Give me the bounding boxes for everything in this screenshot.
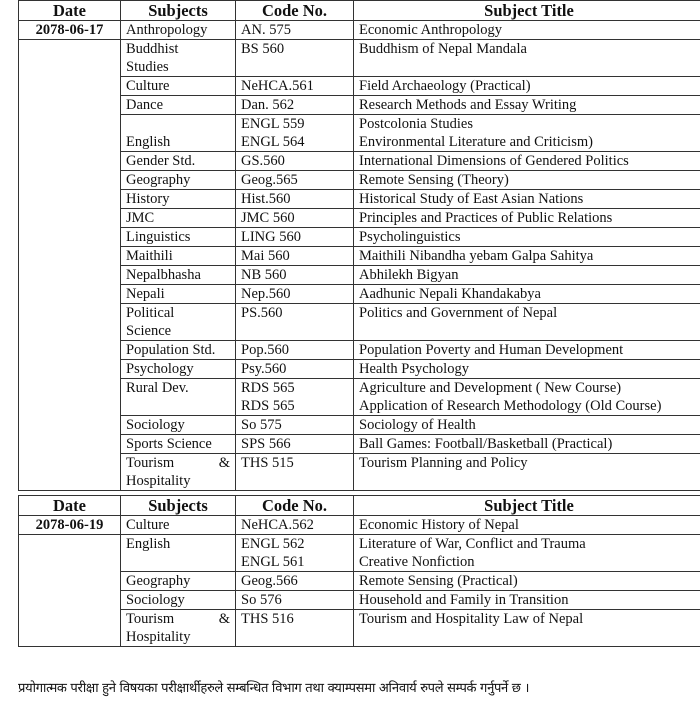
code-line: JMC 560	[241, 210, 295, 226]
title-line: Economic History of Nepal	[359, 517, 519, 533]
title-line: Ball Games: Football/Basketball (Practical)	[359, 436, 613, 452]
code-line: BS 560	[241, 41, 285, 57]
subject-cell	[121, 572, 236, 591]
exam-schedule-table-1	[18, 0, 700, 491]
table-row	[19, 247, 700, 266]
code-cell	[236, 572, 354, 591]
table-row	[19, 77, 700, 96]
subject-cell	[121, 285, 236, 304]
header-date: Date	[19, 496, 121, 516]
practical-exam-notice: प्रयोगात्मक परीक्षा हुने विषयका परीक्षार्थीहरुले सम्बन्धित विभाग तथा क्याम्पसमा अनिवार्य रुपले सम्पर्क गर्नुपर्ने छ ।	[18, 681, 530, 696]
subject-line: Nepalbhasha	[126, 267, 201, 283]
table-row	[19, 535, 700, 572]
code-cell	[236, 40, 354, 77]
table-row	[19, 610, 700, 647]
code-cell	[236, 96, 354, 115]
subject-line: Linguistics	[126, 229, 191, 245]
code-line: NeHCA.562	[241, 517, 314, 533]
subject-cell	[121, 610, 236, 647]
subject-cell	[121, 416, 236, 435]
code-line: ENGL 564	[241, 134, 305, 150]
subject-cell	[121, 454, 236, 491]
code-cell	[236, 115, 354, 152]
subject-line: Sociology	[126, 417, 185, 433]
subject-cell	[121, 228, 236, 247]
subject-line: Culture	[126, 78, 170, 94]
subject-cell	[121, 341, 236, 360]
title-cell	[354, 266, 700, 285]
code-line: SPS 566	[241, 436, 291, 452]
subject-line: Geography	[126, 573, 191, 589]
title-cell	[354, 416, 700, 435]
title-cell	[354, 285, 700, 304]
title-line: Economic Anthropology	[359, 22, 502, 38]
title-cell	[354, 209, 700, 228]
title-line: Tourism Planning and Policy	[359, 455, 528, 471]
subject-line: Dance	[126, 97, 164, 113]
code-cell	[236, 304, 354, 341]
header-title: Subject Title	[354, 1, 700, 21]
code-line: GS.560	[241, 153, 285, 169]
subject-line: Anthropology	[126, 22, 208, 38]
header-title: Subject Title	[354, 496, 700, 516]
code-cell	[236, 379, 354, 416]
code-cell	[236, 454, 354, 491]
subject-line: Studies	[126, 59, 169, 75]
title-cell	[354, 115, 700, 152]
subject-line: Tourism &	[126, 455, 230, 471]
subject-line: Buddhist	[126, 41, 179, 57]
code-line: Geog.565	[241, 172, 298, 188]
title-cell	[354, 454, 700, 491]
subject-line: Hospitality	[126, 629, 191, 645]
subject-cell	[121, 266, 236, 285]
code-line: RDS 565	[241, 398, 295, 414]
table-row	[19, 228, 700, 247]
table-row	[19, 454, 700, 491]
code-cell	[236, 591, 354, 610]
code-cell	[236, 360, 354, 379]
code-cell	[236, 266, 354, 285]
code-cell	[236, 610, 354, 647]
subject-cell	[121, 304, 236, 341]
code-cell	[236, 247, 354, 266]
title-cell	[354, 360, 700, 379]
title-line: Buddhism of Nepal Mandala	[359, 41, 527, 57]
table-row	[19, 21, 700, 40]
table-row	[19, 96, 700, 115]
subject-line: Science	[126, 323, 172, 339]
header-code: Code No.	[236, 496, 354, 516]
subject-cell	[121, 152, 236, 171]
code-line: ENGL 562	[241, 536, 305, 552]
title-line: Application of Research Methodology (Old Course)	[359, 398, 662, 414]
subject-cell	[121, 535, 236, 572]
code-cell	[236, 171, 354, 190]
title-cell	[354, 435, 700, 454]
title-line: Remote Sensing (Theory)	[359, 172, 509, 188]
subject-line: Sports Science	[126, 436, 212, 452]
title-line: Population Poverty and Human Development	[359, 342, 624, 358]
title-cell	[354, 96, 700, 115]
title-cell	[354, 228, 700, 247]
code-cell	[236, 190, 354, 209]
exam-date: 2078-06-19	[19, 516, 121, 535]
exam-schedule-table-2	[18, 495, 700, 647]
table-row	[19, 190, 700, 209]
subject-line: Gender Std.	[126, 153, 196, 169]
table-row	[19, 115, 700, 152]
subject-line: Nepali	[126, 286, 165, 302]
table-row	[19, 516, 700, 535]
code-line: So 575	[241, 417, 282, 433]
subject-line: Sociology	[126, 592, 185, 608]
header-date: Date	[19, 1, 121, 21]
title-line: Historical Study of East Asian Nations	[359, 191, 584, 207]
table-header-row	[19, 496, 700, 516]
subject-cell	[121, 379, 236, 416]
title-cell	[354, 152, 700, 171]
code-cell	[236, 21, 354, 40]
code-line: Pop.560	[241, 342, 289, 358]
subject-cell	[121, 40, 236, 77]
title-line: International Dimensions of Gendered Politics	[359, 153, 629, 169]
code-cell	[236, 209, 354, 228]
code-line: Psy.560	[241, 361, 287, 377]
subject-line: JMC	[126, 210, 155, 226]
table-row	[19, 266, 700, 285]
exam-date-continued	[19, 40, 121, 491]
title-cell	[354, 379, 700, 416]
title-cell	[354, 610, 700, 647]
subject-cell	[121, 435, 236, 454]
title-line: Health Psychology	[359, 361, 469, 377]
title-line: Sociology of Health	[359, 417, 476, 433]
subject-cell	[121, 115, 236, 152]
title-line: Politics and Government of Nepal	[359, 305, 558, 321]
subject-line: History	[126, 191, 170, 207]
subject-cell	[121, 96, 236, 115]
subject-cell	[121, 247, 236, 266]
code-cell	[236, 516, 354, 535]
table-row	[19, 379, 700, 416]
code-line: Geog.566	[241, 573, 298, 589]
title-cell	[354, 304, 700, 341]
title-line: Research Methods and Essay Writing	[359, 97, 577, 113]
subject-line: Geography	[126, 172, 191, 188]
code-cell	[236, 341, 354, 360]
header-code: Code No.	[236, 1, 354, 21]
code-cell	[236, 435, 354, 454]
title-line: Postcolonia Studies	[359, 116, 473, 132]
code-cell	[236, 535, 354, 572]
subject-line: English	[126, 536, 171, 552]
subject-cell	[121, 591, 236, 610]
table-row	[19, 416, 700, 435]
title-line: Creative Nonfiction	[359, 554, 475, 570]
subject-cell	[121, 516, 236, 535]
subject-line: Culture	[126, 517, 170, 533]
code-line: Mai 560	[241, 248, 290, 264]
title-cell	[354, 190, 700, 209]
title-cell	[354, 572, 700, 591]
title-line: Literature of War, Conflict and Trauma	[359, 536, 586, 552]
code-line: NB 560	[241, 267, 287, 283]
code-line: NeHCA.561	[241, 78, 314, 94]
table-row	[19, 572, 700, 591]
table-row	[19, 285, 700, 304]
code-cell	[236, 416, 354, 435]
code-cell	[236, 285, 354, 304]
code-line: RDS 565	[241, 380, 295, 396]
table-row	[19, 591, 700, 610]
table-row	[19, 171, 700, 190]
title-cell	[354, 77, 700, 96]
title-cell	[354, 171, 700, 190]
exam-date-continued	[19, 535, 121, 647]
code-line: THS 515	[241, 455, 294, 471]
title-line: Agriculture and Development ( New Course)	[359, 380, 622, 396]
exam-date: 2078-06-17	[19, 21, 121, 40]
title-line: Environmental Literature and Criticism)	[359, 134, 593, 150]
code-cell	[236, 152, 354, 171]
code-line: THS 516	[241, 611, 294, 627]
title-cell	[354, 21, 700, 40]
subject-cell	[121, 171, 236, 190]
code-line: Dan. 562	[241, 97, 295, 113]
code-line: Hist.560	[241, 191, 291, 207]
subject-cell	[121, 209, 236, 228]
title-cell	[354, 516, 700, 535]
header-subjects: Subjects	[121, 1, 236, 21]
subject-cell	[121, 77, 236, 96]
subject-cell	[121, 360, 236, 379]
subject-line: Maithili	[126, 248, 173, 264]
subject-line: Political	[126, 305, 175, 321]
code-line: AN. 575	[241, 22, 291, 38]
code-cell	[236, 228, 354, 247]
code-line: ENGL 561	[241, 554, 305, 570]
subject-line: Rural Dev.	[126, 380, 189, 396]
code-line: ENGL 559	[241, 116, 305, 132]
title-cell	[354, 591, 700, 610]
subject-cell	[121, 21, 236, 40]
table-row	[19, 152, 700, 171]
header-subjects: Subjects	[121, 496, 236, 516]
title-line: Maithili Nibandha yebam Galpa Sahitya	[359, 248, 594, 264]
title-line: Psycholinguistics	[359, 229, 461, 245]
table-row	[19, 209, 700, 228]
title-line: Household and Family in Transition	[359, 592, 569, 608]
subject-line: Psychology	[126, 361, 194, 377]
title-line: Aadhunic Nepali Khandakabya	[359, 286, 541, 302]
code-line: LING 560	[241, 229, 302, 245]
title-cell	[354, 535, 700, 572]
code-line: Nep.560	[241, 286, 291, 302]
title-cell	[354, 341, 700, 360]
subject-line: Population Std.	[126, 342, 216, 358]
subject-line: Hospitality	[126, 473, 191, 489]
table-row	[19, 304, 700, 341]
title-line: Abhilekh Bigyan	[359, 267, 459, 283]
code-line: So 576	[241, 592, 282, 608]
table-header-row	[19, 1, 700, 21]
title-line: Remote Sensing (Practical)	[359, 573, 518, 589]
title-cell	[354, 40, 700, 77]
subject-cell	[121, 190, 236, 209]
title-cell	[354, 247, 700, 266]
title-line: Field Archaeology (Practical)	[359, 78, 531, 94]
table-row	[19, 40, 700, 77]
code-line: PS.560	[241, 305, 283, 321]
table-row	[19, 435, 700, 454]
title-line: Principles and Practices of Public Relations	[359, 210, 613, 226]
code-cell	[236, 77, 354, 96]
subject-line: Tourism &	[126, 611, 230, 627]
table-row	[19, 360, 700, 379]
title-line: Tourism and Hospitality Law of Nepal	[359, 611, 584, 627]
subject-line: English	[126, 134, 171, 150]
table-row	[19, 341, 700, 360]
